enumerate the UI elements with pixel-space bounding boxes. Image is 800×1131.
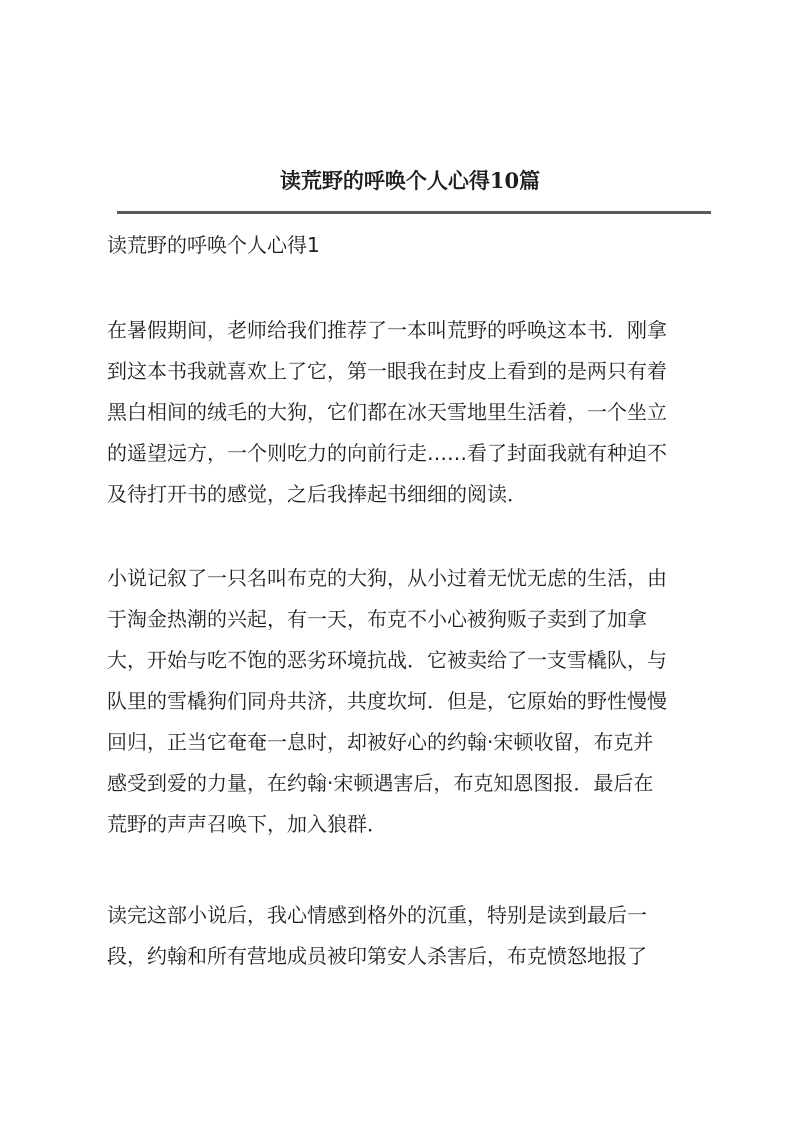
paragraph-line: 段，约翰和所有营地成员被印第安人杀害后，布克愤怒地报了 (107, 944, 647, 968)
paragraph-line: 感受到爱的力量，在约翰·宋顿遇害后，布克知恩图报．最后在 (107, 771, 654, 795)
section-heading-block (107, 225, 727, 266)
paragraph-2 (107, 558, 727, 845)
paragraph-1 (107, 310, 727, 515)
title-divider (117, 211, 711, 214)
paragraph-line: 队里的雪橇狗们同舟共济，共度坎坷．但是，它原始的野性慢慢 (107, 689, 667, 713)
section-heading: 读荒野的呼唤个人心得1 (107, 233, 320, 257)
paragraph-3 (107, 895, 727, 977)
paragraph-line: 大，开始与吃不饱的恶劣环境抗战．它被卖给了一支雪橇队，与 (107, 648, 667, 672)
paragraph-line: 到这本书我就喜欢上了它，第一眼我在封皮上看到的是两只有着 (107, 359, 667, 383)
paragraph-line: 及待打开书的感觉，之后我捧起书细细的阅读． (107, 482, 527, 506)
paragraph-line: 的遥望远方，一个则吃力的向前行走……看了封面我就有种迫不 (107, 441, 667, 465)
paragraph-line: 黑白相间的绒毛的大狗，它们都在冰天雪地里生活着，一个坐立 (107, 400, 667, 424)
paragraph-line: 荒野的声声召唤下，加入狼群． (107, 812, 387, 836)
document-title: 读荒野的呼唤个人心得10篇 (279, 168, 541, 193)
paragraph-line: 回归，正当它奄奄一息时，却被好心的约翰·宋顿收留，布克并 (107, 730, 654, 754)
paragraph-line: 在暑假期间，老师给我们推荐了一本叫荒野的呼唤这本书．刚拿 (107, 318, 667, 342)
paragraph-line: 于淘金热潮的兴起，有一天，布克不小心被狗贩子卖到了加拿 (107, 607, 647, 631)
paragraph-line: 读完这部小说后，我心情感到格外的沉重，特别是读到最后一 (107, 903, 647, 927)
paragraph-line: 小说记叙了一只名叫布克的大狗，从小过着无忧无虑的生活，由 (107, 566, 667, 590)
